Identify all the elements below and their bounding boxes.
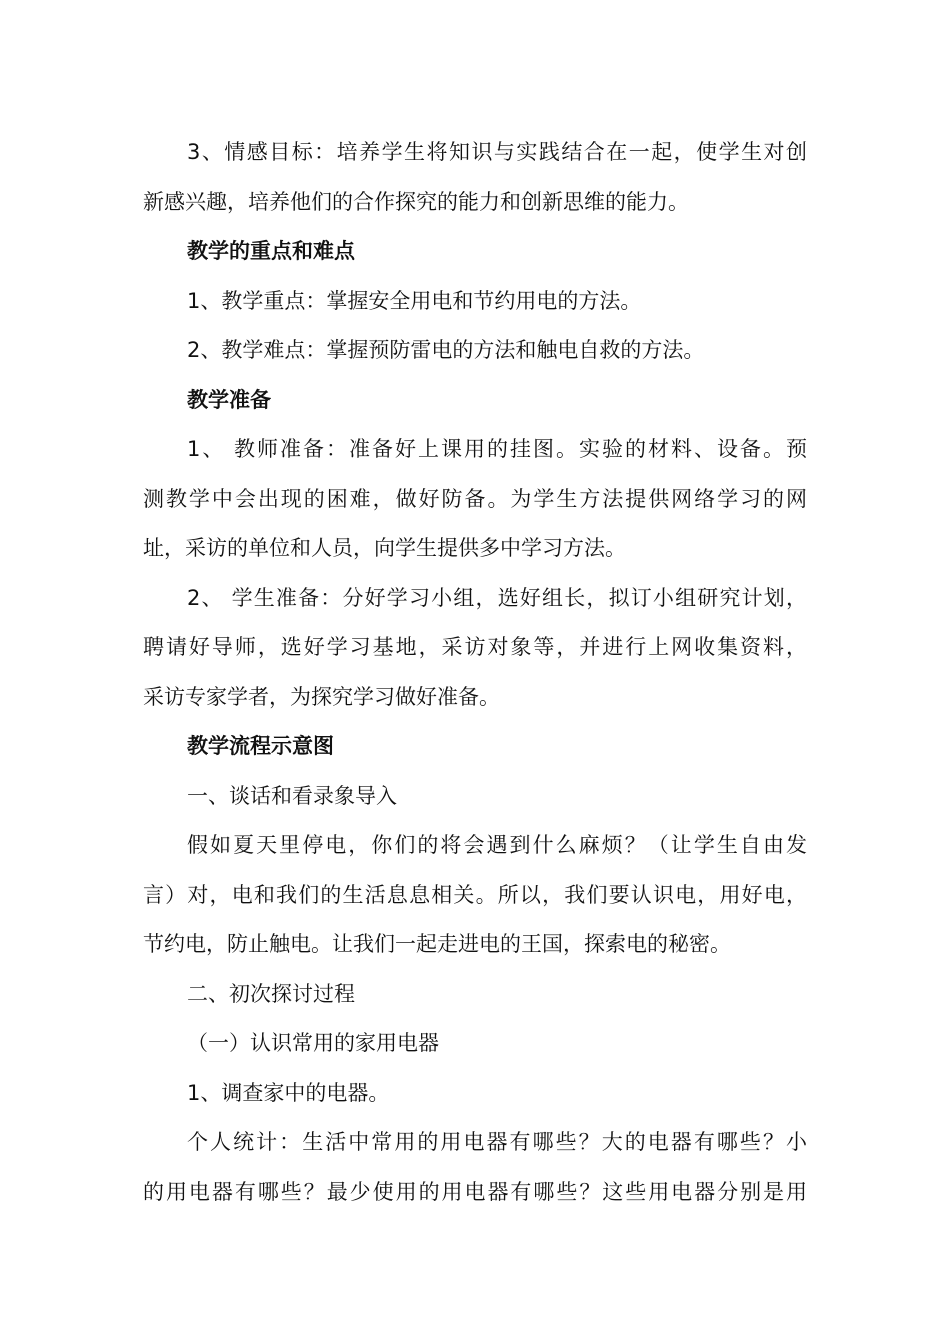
heading-flow: 教学流程示意图 [187, 734, 334, 758]
emotion-goal-line-2: 新感兴趣，培养他们的合作探究的能力和创新思维的能力。 [143, 190, 689, 214]
stats-para-line-2: 的用电器有哪些？最少使用的用电器有哪些？这些用电器分别是用 [143, 1180, 807, 1204]
key-point-line: 1、教学重点：掌握安全用电和节约用电的方法。 [187, 289, 642, 313]
item-survey-title: 1、调查家中的电器。 [187, 1081, 390, 1105]
intro-para-line-2: 言）对，电和我们的生活息息相关。所以，我们要认识电，用好电， [143, 883, 807, 907]
teacher-prep-line-1: 1、 教师准备：准备好上课用的挂图。实验的材料、设备。预 [187, 437, 807, 461]
intro-para-line-1: 假如夏天里停电，你们的将会遇到什么麻烦？（让学生自由发 [187, 833, 807, 857]
emotion-goal-line-1: 3、情感目标：培养学生将知识与实践结合在一起，使学生对创 [187, 140, 807, 164]
student-prep-line-1: 2、 学生准备：分好学习小组，选好组长，拟订小组研究计划， [187, 586, 807, 610]
section-two-title: 二、初次探讨过程 [187, 982, 355, 1006]
heading-preparation: 教学准备 [187, 388, 271, 412]
heading-key-points: 教学的重点和难点 [187, 239, 355, 263]
subsection-one-title: （一）认识常用的家用电器 [187, 1031, 439, 1055]
stats-para-line-1: 个人统计：生活中常用的用电器有哪些？大的电器有哪些？小 [187, 1130, 807, 1154]
student-prep-line-3: 采访专家学者，为探究学习做好准备。 [143, 685, 500, 709]
student-prep-line-2: 聘请好导师，选好学习基地，采访对象等，并进行上网收集资料， [143, 635, 807, 659]
intro-para-line-3: 节约电，防止触电。让我们一起走进电的王国，探索电的秘密。 [143, 932, 731, 956]
teacher-prep-line-3: 址，采访的单位和人员，向学生提供多中学习方法。 [143, 536, 626, 560]
teacher-prep-line-2: 测教学中会出现的困难，做好防备。为学生方法提供网络学习的网 [143, 487, 807, 511]
difficulty-line: 2、教学难点：掌握预防雷电的方法和触电自救的方法。 [187, 338, 705, 362]
section-one-title: 一、谈话和看录象导入 [187, 784, 397, 808]
